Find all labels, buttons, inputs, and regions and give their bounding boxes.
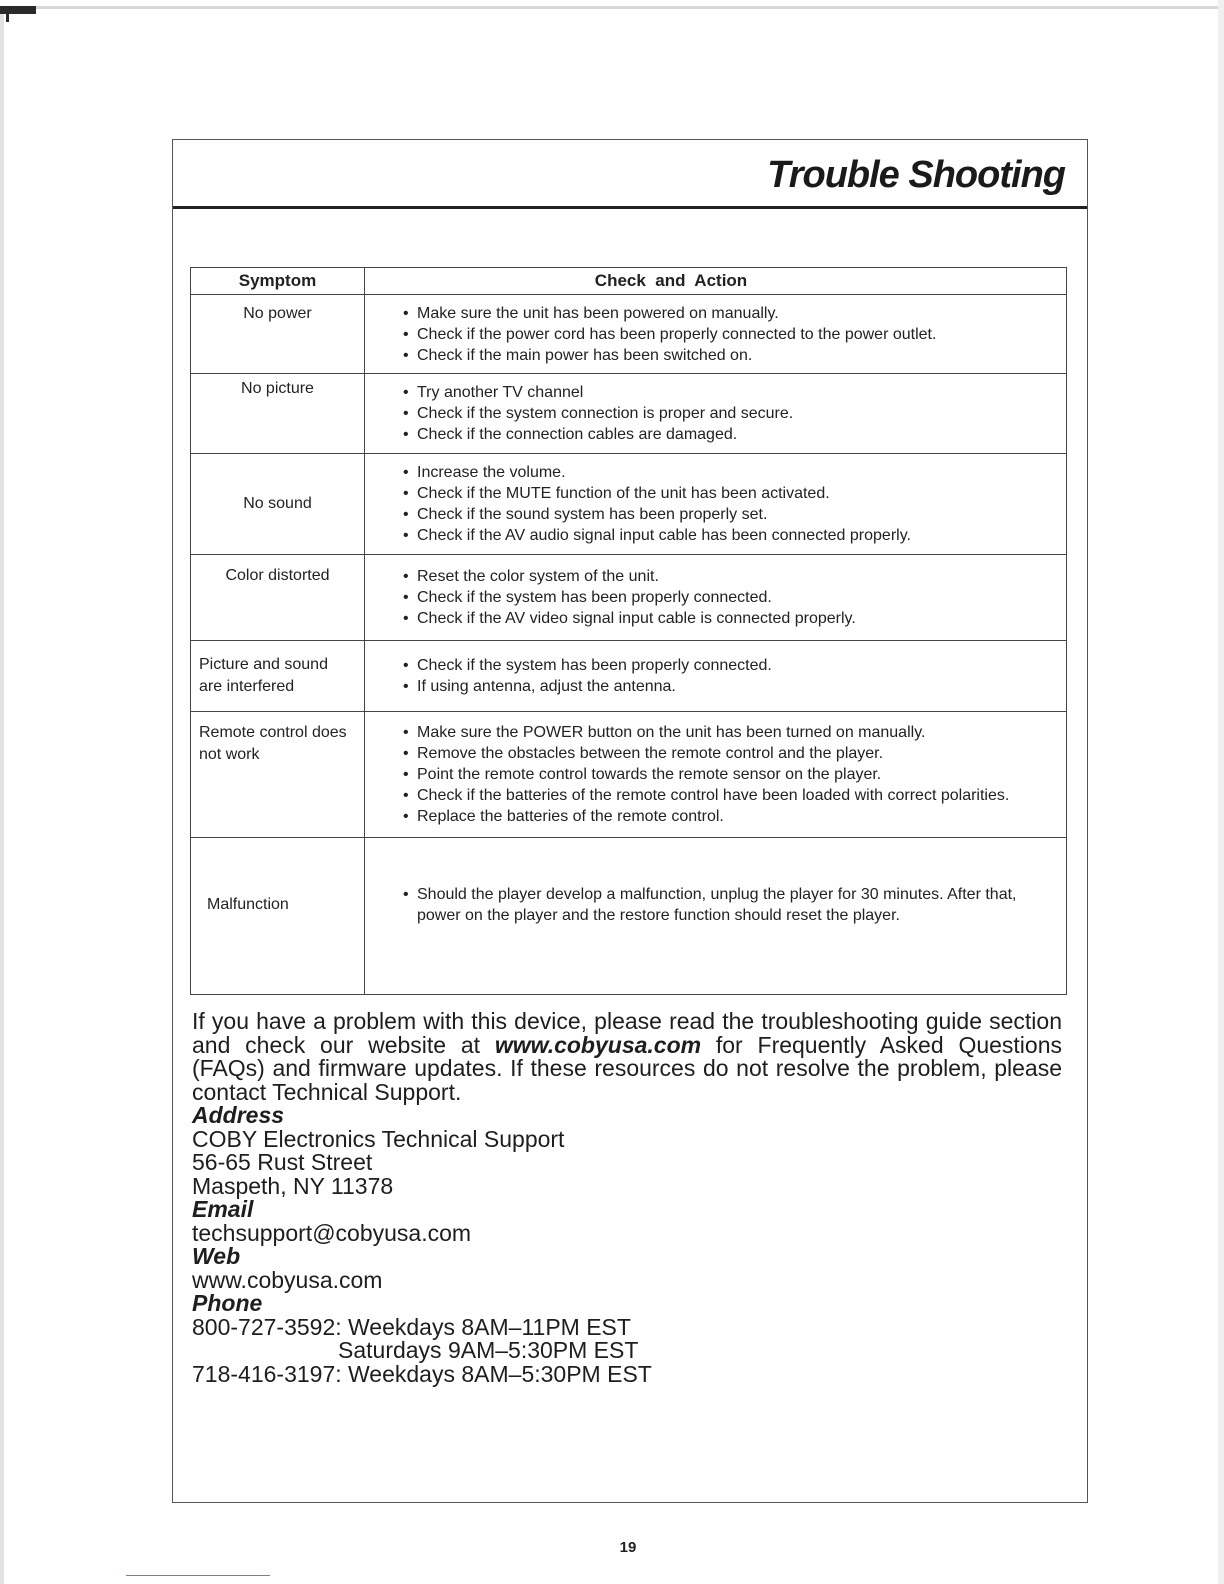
symptom-label: Malfunction — [207, 895, 289, 913]
action-item: • Make sure the unit has been powered on manually. — [403, 303, 1065, 324]
action-item: • Should the player develop a malfunction, unplug the player for 30 minutes. After that, power on the player and the restore function should reset the player. — [403, 884, 1036, 926]
scan-corner-mark — [0, 6, 36, 14]
action-item: • Check if the power cord has been properly connected to the power outlet. — [403, 324, 1065, 345]
action-cell — [365, 555, 1067, 641]
website-link[interactable]: www.cobyusa.com — [494, 1031, 702, 1058]
symptom-cell — [191, 374, 365, 454]
symptom-label: No power — [243, 305, 312, 322]
symptom-label: Remote control does not work — [199, 724, 347, 763]
symptom-cell — [191, 295, 365, 374]
action-list — [403, 303, 1065, 366]
action-list — [403, 655, 1065, 697]
action-cell — [365, 454, 1067, 555]
symptom-label: Picture and sound are interfered — [199, 656, 328, 695]
action-list — [403, 884, 1036, 926]
address-line: COBY Electronics Technical Support — [192, 1125, 565, 1152]
action-item: • Check if the batteries of the remote control have been loaded with correct polarities. — [403, 785, 1065, 806]
check-action-header: Check and Action — [365, 268, 1067, 295]
action-item: • Remove the obstacles between the remote control and the player. — [403, 743, 1065, 764]
action-cell — [365, 838, 1067, 995]
phone-line: 800-727-3592: Weekdays 8AM–11PM EST — [192, 1313, 631, 1340]
scan-corner-mark-tail — [6, 14, 9, 22]
action-item: • Try another TV channel — [403, 382, 1065, 403]
table-row — [191, 838, 1067, 995]
symptom-label: No picture — [241, 380, 314, 397]
action-item: • Check if the system has been properly connected. — [403, 587, 1065, 608]
action-item: • Check if the AV audio signal input cable has been connected properly. — [403, 525, 1065, 546]
phone-heading: Phone — [192, 1290, 263, 1316]
email-address[interactable]: techsupport@cobyusa.com — [192, 1219, 472, 1246]
table-header-row — [191, 268, 1067, 295]
action-item: • Check if the sound system has been properly set. — [403, 504, 1065, 525]
action-list — [403, 462, 1065, 546]
address-line: 56-65 Rust Street — [192, 1149, 373, 1175]
address-line: Maspeth, NY 11378 — [192, 1172, 394, 1199]
support-info — [192, 1010, 1062, 1386]
action-item: • Check if the MUTE function of the unit has been activated. — [403, 483, 1065, 504]
action-cell — [365, 295, 1067, 374]
action-item: • Check if the system connection is proper and secure. — [403, 403, 1065, 424]
email-heading: Email — [192, 1196, 254, 1222]
intro-text-continued: for Frequently Asked Questions (FAQs) and firmware updates. If these resources do not resolve the problem, please contact Technical Support. — [192, 1031, 1062, 1105]
symptom-cell — [191, 641, 365, 712]
table-row — [191, 641, 1067, 712]
action-cell — [365, 641, 1067, 712]
scan-edge-top — [0, 6, 1224, 9]
table-row — [191, 454, 1067, 555]
action-item: • Check if the main power has been switched on. — [403, 345, 1065, 366]
action-list — [403, 722, 1065, 827]
scan-edge-left — [0, 6, 4, 1584]
troubleshooting-table — [190, 267, 1067, 995]
action-item: • Increase the volume. — [403, 462, 1065, 483]
support-intro — [192, 1010, 1062, 1104]
action-list — [403, 382, 1065, 445]
action-cell — [365, 374, 1067, 454]
web-heading: Web — [192, 1243, 241, 1269]
symptom-label: No sound — [243, 495, 312, 512]
symptom-cell — [191, 555, 365, 641]
action-item: • Replace the batteries of the remote control. — [403, 806, 1065, 827]
symptom-header: Symptom — [191, 268, 365, 295]
action-item: • Check if the AV video signal input cable is connected properly. — [403, 608, 1065, 629]
phone-line-saturday: Saturdays 9AM–5:30PM EST — [338, 1337, 639, 1363]
action-list — [403, 566, 1065, 629]
action-item: • Make sure the POWER button on the unit has been turned on manually. — [403, 722, 1065, 743]
action-item: • Check if the connection cables are damaged. — [403, 424, 1065, 445]
address-heading: Address — [192, 1102, 285, 1128]
symptom-cell — [191, 838, 365, 995]
intro-text: If you have a problem with this device, please read the troubleshooting guide section and check our website at — [192, 1008, 1062, 1058]
phone-line: 718-416-3197: Weekdays 8AM–5:30PM EST — [192, 1360, 652, 1387]
action-item: • Point the remote control towards the remote sensor on the player. — [403, 764, 1065, 785]
scan-edge-right — [1218, 0, 1224, 1584]
page-title: Trouble Shooting — [767, 154, 1065, 196]
action-item: • If using antenna, adjust the antenna. — [403, 676, 1065, 697]
table-row — [191, 295, 1067, 374]
table-row — [191, 712, 1067, 838]
action-item: • Check if the system has been properly connected. — [403, 655, 1065, 676]
symptom-cell — [191, 712, 365, 838]
web-address[interactable]: www.cobyusa.com — [192, 1266, 383, 1293]
symptom-label: Color distorted — [225, 567, 330, 584]
scan-edge-bottom — [126, 1575, 270, 1576]
symptom-cell — [191, 454, 365, 555]
action-cell — [365, 712, 1067, 838]
title-rule — [173, 206, 1087, 209]
table-row — [191, 374, 1067, 454]
page-number: 19 — [619, 1539, 637, 1556]
action-item: • Reset the color system of the unit. — [403, 566, 1065, 587]
table-row — [191, 555, 1067, 641]
